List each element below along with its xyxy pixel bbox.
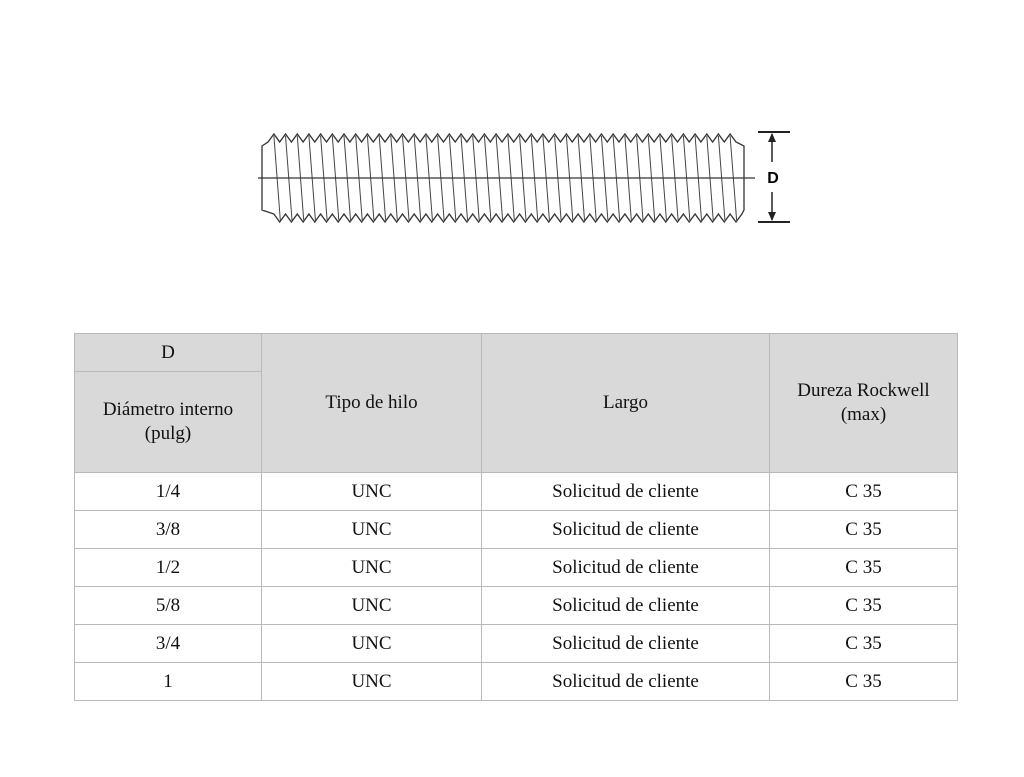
cell-diameter: 5/8 — [75, 587, 262, 625]
cell-thread-type: UNC — [262, 511, 482, 549]
cell-diameter: 1/2 — [75, 549, 262, 587]
cell-length: Solicitud de cliente — [482, 587, 770, 625]
header-row-top — [75, 334, 958, 372]
cell-thread-type: UNC — [262, 473, 482, 511]
cell-length: Solicitud de cliente — [482, 625, 770, 663]
threaded-rod-drawing — [250, 120, 810, 240]
header-d-symbol: D — [75, 334, 262, 372]
cell-hardness: C 35 — [770, 625, 958, 663]
cell-hardness: C 35 — [770, 587, 958, 625]
cell-hardness: C 35 — [770, 549, 958, 587]
table-row — [75, 663, 958, 701]
cell-thread-type: UNC — [262, 663, 482, 701]
header-diameter: Diámetro interno (pulg) — [75, 372, 262, 473]
table-row — [75, 549, 958, 587]
header-hardness: Dureza Rockwell (max) — [770, 334, 958, 473]
dimension-label: D — [767, 170, 779, 187]
cell-hardness: C 35 — [770, 663, 958, 701]
cell-hardness: C 35 — [770, 473, 958, 511]
specification-table — [74, 333, 958, 701]
cell-thread-type: UNC — [262, 587, 482, 625]
cell-hardness: C 35 — [770, 511, 958, 549]
dimension-arrow-up-icon — [768, 133, 776, 142]
table-body — [75, 473, 958, 701]
table-row — [75, 473, 958, 511]
cell-length: Solicitud de cliente — [482, 663, 770, 701]
header-thread-type: Tipo de hilo — [262, 334, 482, 473]
table-row — [75, 625, 958, 663]
dimension-arrow-down-icon — [768, 212, 776, 221]
cell-diameter: 1/4 — [75, 473, 262, 511]
threaded-rod-diagram — [250, 120, 810, 240]
table-row — [75, 587, 958, 625]
cell-thread-type: UNC — [262, 625, 482, 663]
header-length: Largo — [482, 334, 770, 473]
cell-thread-type: UNC — [262, 549, 482, 587]
cell-diameter: 3/4 — [75, 625, 262, 663]
cell-length: Solicitud de cliente — [482, 549, 770, 587]
cell-length: Solicitud de cliente — [482, 511, 770, 549]
cell-diameter: 3/8 — [75, 511, 262, 549]
table-row — [75, 511, 958, 549]
cell-length: Solicitud de cliente — [482, 473, 770, 511]
cell-diameter: 1 — [75, 663, 262, 701]
